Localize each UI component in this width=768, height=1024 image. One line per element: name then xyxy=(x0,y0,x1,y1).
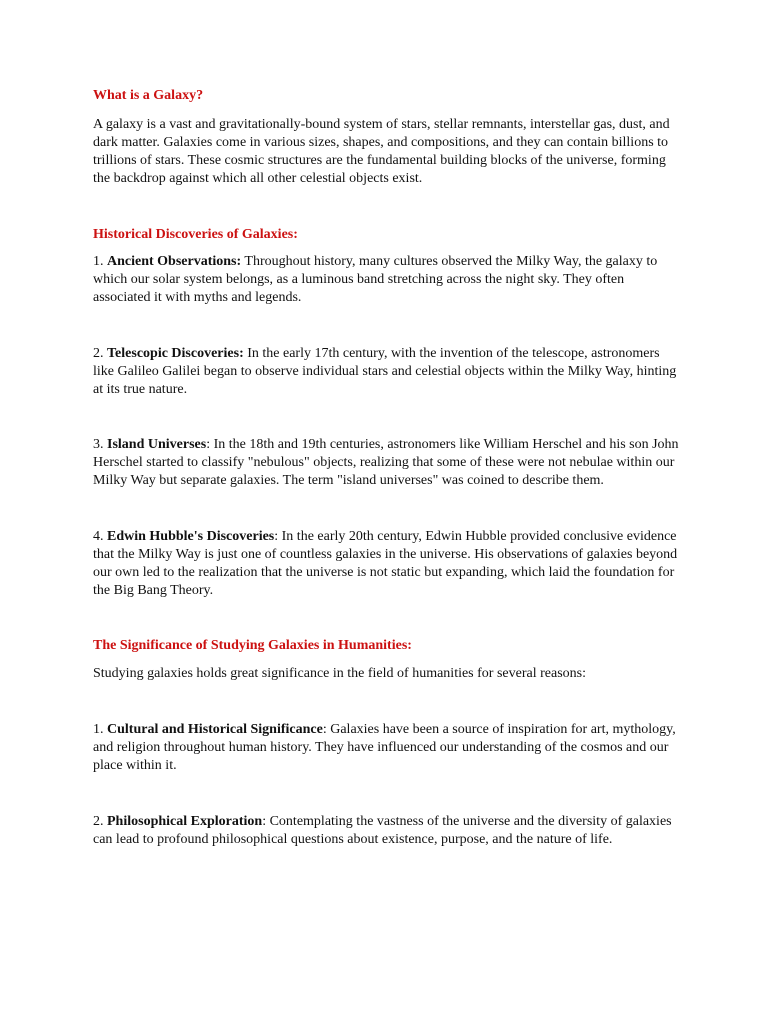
section-heading-historical-discoveries: Historical Discoveries of Galaxies: xyxy=(93,227,298,242)
item-title: Telescopic Discoveries: xyxy=(107,346,244,361)
item-number: 1. xyxy=(93,722,107,737)
document-page xyxy=(93,87,683,849)
item-text: Throughout history, many cultures observed the Milky Way, the galaxy to which our solar system belongs, as a luminous band stretching across the night sky. They often associated it with myths and legends. xyxy=(93,254,658,305)
item-title: Edwin Hubble's Discoveries xyxy=(107,529,275,544)
history-item-1 xyxy=(93,253,683,307)
item-number: 3. xyxy=(93,437,107,452)
item-title: Cultural and Historical Significance xyxy=(107,722,323,737)
item-title: Island Universes xyxy=(107,437,207,452)
item-number: 2. xyxy=(93,814,107,829)
item-text: : In the 18th and 19th centuries, astronomers like William Herschel and his son John Herschel started to classify "nebulous" objects, realizing that some of these were not nebulae within our Milky Way but separate galaxies. The term "island universes" was coined to describe them. xyxy=(93,437,679,488)
item-title: Ancient Observations: xyxy=(107,254,242,269)
item-text: : Contemplating the vastness of the universe and the diversity of galaxies can lead to profound philosophical questions about existence, purpose, and the nature of life. xyxy=(93,814,672,847)
intro-paragraph: A galaxy is a vast and gravitationally-bound system of stars, stellar remnants, interstellar gas, dust, and dark matter. Galaxies come in various sizes, shapes, and compositions, and they can contain billions to trillions of stars. These cosmic structures are the fundamental building blocks of the universe, forming the backdrop against which all other celestial objects exist. xyxy=(93,117,670,186)
item-title: Philosophical Exploration xyxy=(107,814,263,829)
significance-intro-paragraph: Studying galaxies holds great significance in the field of humanities for several reasons: xyxy=(93,666,586,681)
history-item-2 xyxy=(93,345,683,399)
section-heading-significance: The Significance of Studying Galaxies in Humanities: xyxy=(93,638,412,653)
history-item-4 xyxy=(93,528,683,600)
item-number: 2. xyxy=(93,346,107,361)
history-item-3 xyxy=(93,436,683,490)
item-text: : In the early 20th century, Edwin Hubble provided conclusive evidence that the Milky Way is just one of countless galaxies in the universe. His observations of galaxies beyond our own led to the realization that the universe is not static but expanding, which laid the foundation for the Big Bang Theory. xyxy=(93,529,678,598)
section-heading-what-is-a-galaxy: What is a Galaxy? xyxy=(93,88,204,103)
significance-item-2 xyxy=(93,813,683,849)
item-text: In the early 17th century, with the invention of the telescope, astronomers like Galileo Galilei began to observe individual stars and celestial objects within the Milky Way, hinting at its true nature. xyxy=(93,346,677,397)
item-number: 4. xyxy=(93,529,107,544)
significance-item-1 xyxy=(93,721,683,775)
item-text: : Galaxies have been a source of inspiration for art, mythology, and religion throughout human history. They have influenced our understanding of the cosmos and our place within it. xyxy=(93,722,676,773)
item-number: 1. xyxy=(93,254,107,269)
